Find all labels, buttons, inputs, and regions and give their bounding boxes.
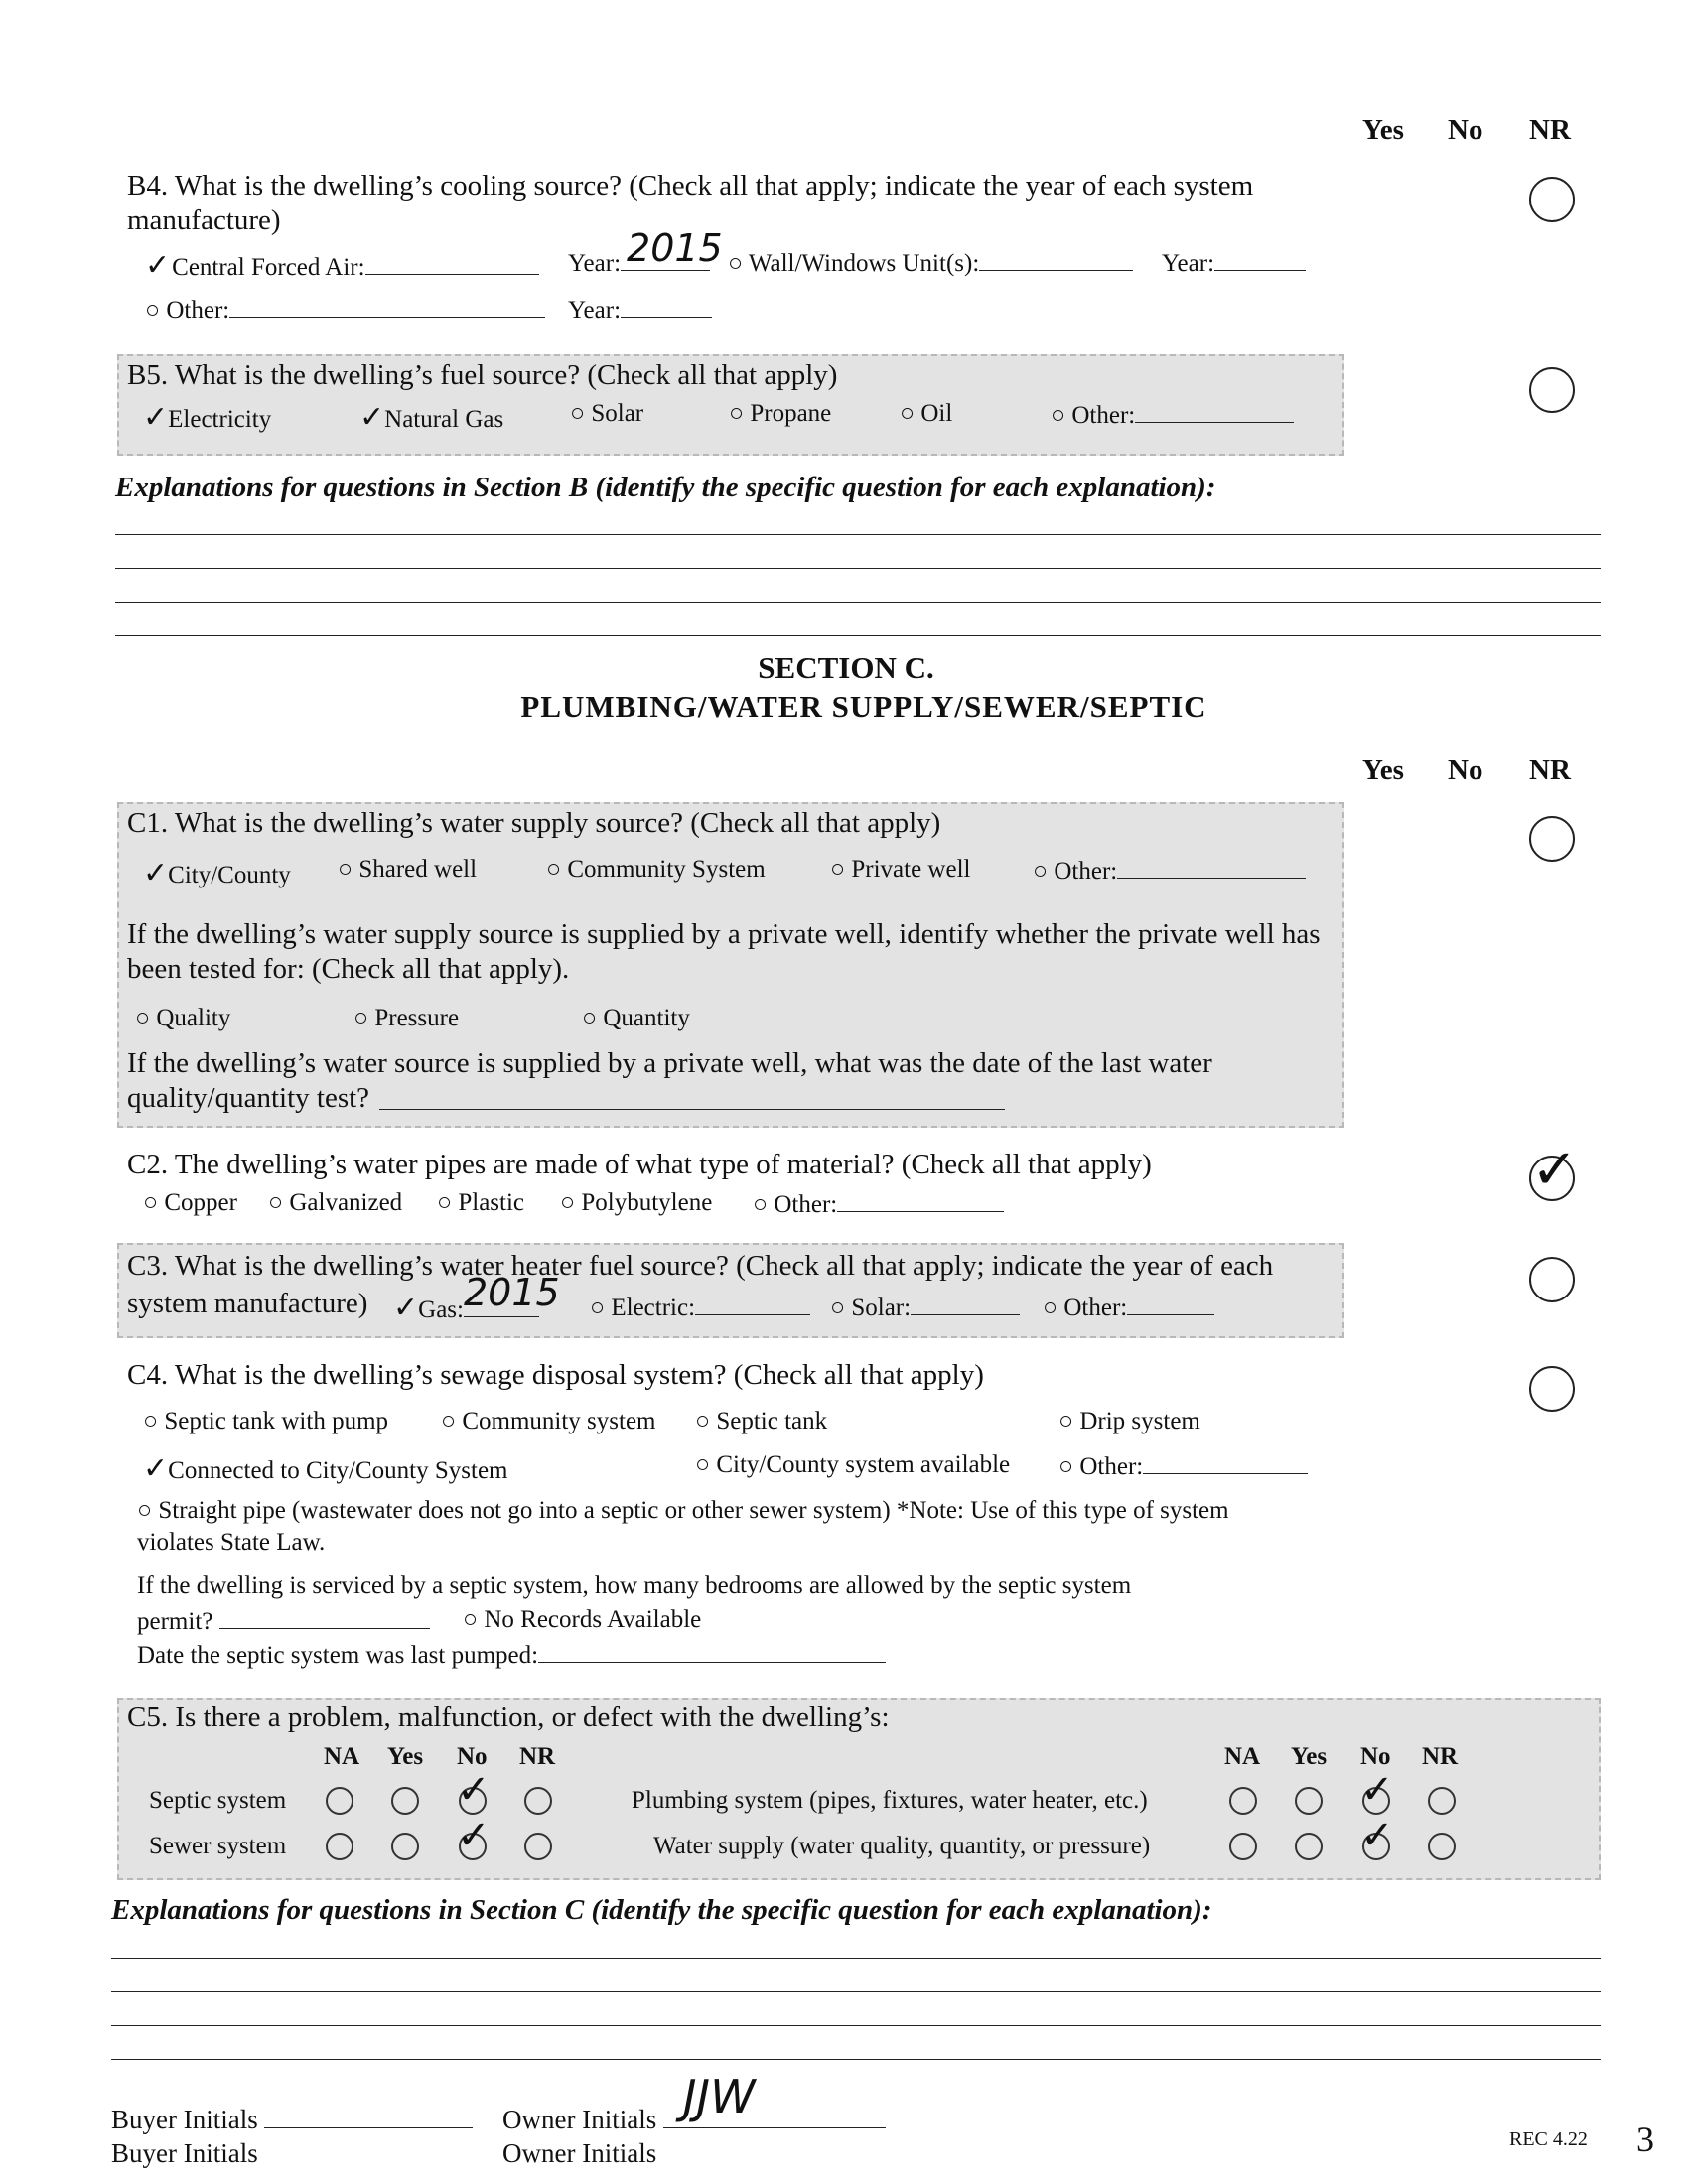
b4-wall-blank[interactable] [979, 248, 1133, 271]
owner-initials-field[interactable] [663, 2070, 886, 2128]
b4-other-label: ○ Other: [145, 297, 230, 324]
c5-row-septic: Septic system [149, 1787, 287, 1814]
c4-option-drip[interactable]: ○ Drip system [1058, 1408, 1200, 1434]
c2-option-copper[interactable]: ○ Copper [143, 1189, 237, 1216]
b4-central-blank[interactable] [365, 252, 539, 275]
c2-option-plastic[interactable]: ○ Plastic [437, 1189, 525, 1216]
c5-plumbing-na-radio[interactable] [1229, 1787, 1257, 1815]
b5-option-solar[interactable]: ○ Solar [570, 400, 644, 427]
c4-pumped [137, 1640, 886, 1670]
b5-other-blank[interactable] [1135, 400, 1294, 423]
c1-test-pressure[interactable]: ○ Pressure [353, 1005, 460, 1031]
b5-option-label: ○ Other: [1051, 402, 1136, 429]
c5-col-yes: Yes [1291, 1743, 1328, 1770]
c2-option-polybutylene[interactable]: ○ Polybutylene [560, 1189, 713, 1216]
c4-nr-radio[interactable] [1529, 1366, 1575, 1412]
b5-option-natural-gas[interactable] [359, 400, 503, 435]
section-c-explanations-heading: Explanations for questions in Section C (identify the specific question for each explanation): [111, 1894, 1212, 1926]
c1-option-label: ○ Other: [1033, 858, 1118, 885]
explanation-line[interactable] [111, 2059, 1601, 2060]
c3-gas-year-value: 2015 [463, 1271, 560, 1314]
explanation-line[interactable] [115, 534, 1601, 535]
c3-gas-label: Gas: [418, 1297, 464, 1323]
c3-option-label: ○ Electric: [590, 1295, 696, 1321]
c5-plumbing-yes-radio[interactable] [1295, 1787, 1323, 1815]
b4-year1-value: 2015 [627, 226, 723, 270]
b4-other-option[interactable] [145, 295, 545, 325]
b4-year2-field[interactable] [1214, 248, 1306, 271]
b4-wall-label: ○ Wall/Windows Unit(s): [728, 250, 980, 277]
c1-question: C1. What is the dwelling’s water supply source? (Check all that apply) [127, 807, 941, 839]
b4-year1 [568, 226, 723, 278]
c1-option-other[interactable] [1033, 856, 1306, 886]
c3-option-gas[interactable] [393, 1271, 560, 1325]
buyer-initials-label: Buyer Initials [111, 2105, 258, 2134]
c4-option-other[interactable] [1058, 1451, 1308, 1481]
c1-test-quality[interactable]: ○ Quality [135, 1005, 231, 1031]
b5-option-label: Natural Gas [384, 406, 504, 433]
section-c-title: SECTION C. [758, 650, 934, 685]
c5-col-na: NA [1224, 1743, 1261, 1770]
c4-bedrooms-permit [137, 1606, 430, 1636]
c2-option-label: ○ Other: [753, 1191, 838, 1218]
section-c-subtitle: PLUMBING/WATER SUPPLY/SEWER/SEPTIC [520, 689, 1207, 724]
c2-question: C2. The dwelling’s water pipes are made of what type of material? (Check all that apply) [127, 1149, 1152, 1180]
c4-option-label: ○ Other: [1058, 1453, 1144, 1480]
col-header-nr: NR [1529, 754, 1571, 786]
c4-bedrooms-question: If the dwelling is serviced by a septic system, how many bedrooms are allowed by the septic system [137, 1572, 1132, 1599]
explanation-line[interactable] [115, 568, 1601, 569]
b5-option-propane[interactable]: ○ Propane [729, 400, 832, 427]
c5-row-water-supply: Water supply (water quality, quantity, or pressure) [653, 1833, 1151, 1859]
owner-initials-2: Owner Initials [502, 2138, 657, 2168]
c2-option-other[interactable] [753, 1189, 1004, 1219]
c1-option-shared-well[interactable]: ○ Shared well [338, 856, 478, 883]
c4-question: C4. What is the dwelling’s sewage disposal system? (Check all that apply) [127, 1359, 984, 1391]
b5-question: B5. What is the dwelling’s fuel source? (Check all that apply) [127, 359, 838, 391]
page-number: 3 [1636, 2119, 1654, 2159]
c3-option-electric[interactable] [590, 1293, 810, 1322]
c4-no-records[interactable]: ○ No Records Available [463, 1606, 702, 1633]
c3-solar-blank[interactable] [911, 1293, 1020, 1315]
c4-pumped-field[interactable] [538, 1640, 886, 1663]
b4-question: B4. What is the dwelling’s cooling source? (Check all that apply; indicate the year of each system manufacture) [127, 170, 1254, 236]
checkmark-icon: ✓ [1531, 1138, 1578, 1202]
c2-option-galvanized[interactable]: ○ Galvanized [268, 1189, 403, 1216]
checkmark-icon: ✓ [143, 1451, 169, 1486]
owner-initials-label: Owner Initials [502, 2105, 657, 2134]
c1-date-field[interactable] [379, 1109, 1005, 1110]
c3-electric-blank[interactable] [695, 1293, 810, 1315]
c4-option-septic-tank[interactable]: ○ Septic tank [695, 1408, 828, 1434]
c5-col-nr: NR [1422, 1743, 1459, 1770]
form-number: REC 4.22 [1509, 2128, 1588, 2150]
c4-option-septic-pump[interactable]: ○ Septic tank with pump [143, 1408, 389, 1434]
buyer-initials-field[interactable] [264, 2106, 473, 2128]
c1-option-private-well[interactable]: ○ Private well [830, 856, 971, 883]
c1-private-well-question: If the dwelling’s water supply source is supplied by a private well, identify whether the private well has been tested for: (Check all that apply). [127, 918, 1321, 985]
checkmark-icon: ✓ [145, 248, 171, 283]
c1-other-blank[interactable] [1117, 856, 1306, 879]
c5-col-no: No [1360, 1743, 1391, 1770]
c1-option-community[interactable]: ○ Community System [546, 856, 766, 883]
c1-nr-radio[interactable] [1529, 816, 1575, 862]
checkmark-icon: ✓ [457, 1767, 491, 1813]
c5-water-na-radio[interactable] [1229, 1833, 1257, 1860]
b5-option-other[interactable] [1051, 400, 1294, 430]
checkmark-icon: ✓ [359, 400, 385, 435]
b5-option-label: Electricity [168, 406, 272, 433]
checkmark-icon: ✓ [457, 1813, 491, 1858]
explanation-line[interactable] [111, 1958, 1601, 1959]
c1-date-question: If the dwelling’s water source is supplied by a private well, what was the date of the last water quality/quantity test? [127, 1047, 1212, 1114]
b4-year2 [1162, 248, 1306, 278]
c5-col-na: NA [324, 1743, 360, 1770]
c5-septic-yes-radio[interactable] [391, 1787, 419, 1815]
buyer-initials [111, 2105, 473, 2135]
owner-initials [502, 2070, 886, 2135]
c5-septic-na-radio[interactable] [326, 1787, 353, 1815]
c5-sewer-na-radio[interactable] [326, 1833, 353, 1860]
c3-nr-radio[interactable] [1529, 1257, 1575, 1302]
c4-pumped-label: Date the septic system was last pumped: [137, 1642, 539, 1669]
c4-option-community[interactable]: ○ Community system [441, 1408, 656, 1434]
c3-option-solar[interactable] [830, 1293, 1020, 1322]
checkmark-icon: ✓ [143, 400, 169, 435]
explanation-line[interactable] [111, 1991, 1601, 1992]
c5-row-sewer: Sewer system [149, 1833, 287, 1859]
c1-test-quantity[interactable]: ○ Quantity [582, 1005, 690, 1031]
c3-gas-year-field[interactable] [463, 1271, 560, 1317]
c4-option-available[interactable]: ○ City/County system available [695, 1451, 1011, 1478]
b4-other-blank[interactable] [229, 295, 545, 318]
c4-option-connected[interactable] [143, 1451, 508, 1486]
c5-water-nr-radio[interactable] [1428, 1833, 1456, 1860]
col-header-nr: NR [1529, 114, 1571, 146]
c1-option-label: City/County [168, 862, 291, 888]
b4-central-option[interactable] [145, 248, 539, 283]
c5-sewer-nr-radio[interactable] [524, 1833, 552, 1860]
b4-year3 [568, 295, 712, 325]
checkmark-icon: ✓ [1360, 1813, 1394, 1858]
c3-option-label: ○ Other: [1043, 1295, 1128, 1321]
c3-question: C3. What is the dwelling’s water heater fuel source? (Check all that apply; indicate the year of each [127, 1250, 1274, 1282]
col-header-no: No [1448, 114, 1483, 146]
c5-col-nr: NR [519, 1743, 556, 1770]
explanation-line[interactable] [115, 635, 1601, 636]
c3-option-other[interactable] [1043, 1293, 1214, 1322]
b4-year3-label: Year: [568, 297, 622, 324]
c5-col-yes: Yes [387, 1743, 424, 1770]
c5-col-no: No [457, 1743, 488, 1770]
c5-row-plumbing: Plumbing system (pipes, fixtures, water heater, etc.) [632, 1787, 1148, 1814]
checkmark-icon: ✓ [1360, 1767, 1394, 1813]
c5-septic-nr-radio[interactable] [524, 1787, 552, 1815]
checkmark-icon: ✓ [143, 856, 169, 890]
explanation-line[interactable] [111, 2025, 1601, 2026]
c4-other-blank[interactable] [1143, 1451, 1308, 1474]
c2-other-blank[interactable] [837, 1189, 1004, 1212]
b5-nr-radio[interactable] [1529, 367, 1575, 413]
col-header-no: No [1448, 754, 1483, 786]
section-b-explanations-heading: Explanations for questions in Section B (identify the specific question for each explanation): [115, 472, 1216, 503]
b5-option-electricity[interactable] [143, 400, 271, 435]
buyer-initials-2: Buyer Initials [111, 2138, 258, 2168]
c4-option-label: Connected to City/County System [168, 1457, 508, 1484]
b4-year1-field[interactable] [621, 226, 723, 271]
b4-nr-radio[interactable] [1529, 177, 1575, 222]
c5-sewer-yes-radio[interactable] [391, 1833, 419, 1860]
c1-option-city-county[interactable] [143, 856, 291, 890]
c5-plumbing-nr-radio[interactable] [1428, 1787, 1456, 1815]
owner-initials-signature: JJW [682, 2070, 756, 2123]
checkmark-icon: ✓ [393, 1291, 419, 1325]
c4-bedrooms-field[interactable] [219, 1606, 430, 1629]
c3-other-blank[interactable] [1127, 1293, 1214, 1315]
b4-central-label: Central Forced Air: [172, 254, 365, 281]
c3-question-line2: system manufacture) [127, 1288, 368, 1319]
explanation-line[interactable] [115, 602, 1601, 603]
col-header-yes: Yes [1362, 114, 1404, 146]
c4-option-straight-pipe[interactable]: ○ Straight pipe (wastewater does not go into a septic or other sewer system) *Note: Use of this type of system violates State Law. [137, 1497, 1229, 1556]
c3-option-label: ○ Solar: [830, 1295, 912, 1321]
b4-year2-label: Year: [1162, 250, 1215, 277]
b5-option-oil[interactable]: ○ Oil [900, 400, 953, 427]
c5-water-yes-radio[interactable] [1295, 1833, 1323, 1860]
b4-year1-label: Year: [568, 250, 622, 277]
c4-permit-label: permit? [137, 1608, 213, 1635]
c5-question: C5. Is there a problem, malfunction, or defect with the dwelling’s: [127, 1702, 890, 1733]
col-header-yes: Yes [1362, 754, 1404, 786]
b4-year3-field[interactable] [621, 295, 712, 318]
b4-wall-option[interactable] [728, 248, 1133, 278]
